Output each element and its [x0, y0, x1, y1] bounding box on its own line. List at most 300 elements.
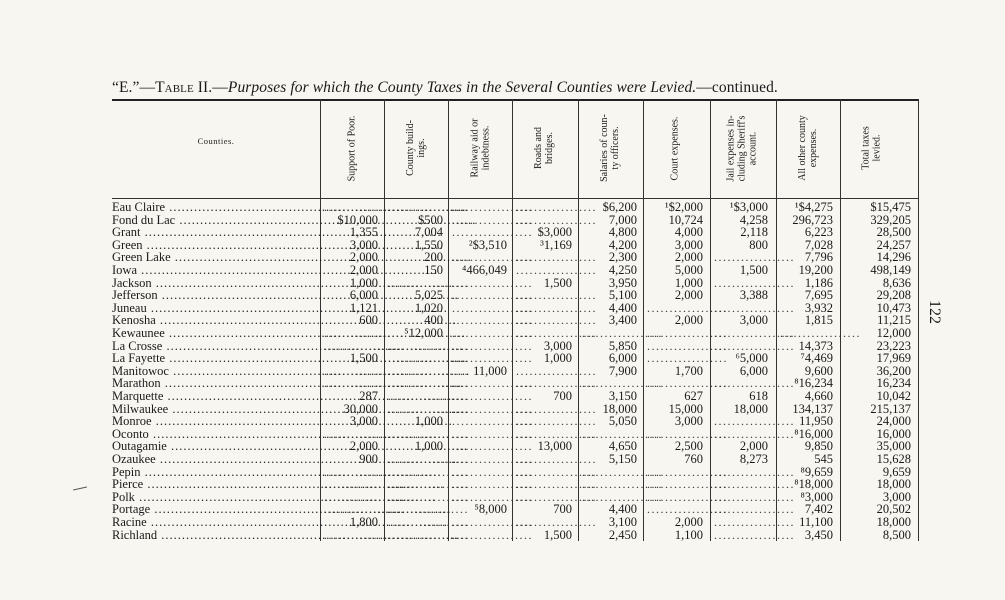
table-cell: 6,223 [804, 225, 833, 240]
empty-cell-leader: .................. [516, 414, 597, 429]
table-cell: 3,388 [739, 288, 768, 303]
table-cell: $15,475 [870, 200, 911, 214]
table-row [0, 289, 1005, 301]
table-row [0, 478, 1005, 490]
empty-cell-leader: .................. [324, 477, 405, 492]
table-row [0, 214, 1005, 226]
empty-cell-leader: .................. [452, 414, 533, 429]
county-name: Eau Claire ..... [112, 201, 316, 213]
table-cell: 498,149 [870, 263, 911, 277]
table-cell: 2,450 [608, 527, 637, 542]
empty-cell-leader: .................. [516, 515, 597, 529]
table-cell: 12,000 [876, 326, 911, 340]
table-row [0, 302, 1005, 314]
table-cell: 1,500 [739, 263, 768, 277]
empty-cell-leader: .................. [388, 338, 469, 353]
table-cell: 7,900 [608, 363, 637, 378]
table-cell: ¹$2,000 [664, 200, 703, 214]
empty-cell-leader: .................. [452, 376, 533, 391]
county-name: Oconto ..... [112, 428, 316, 440]
table-cell: $10,000 [337, 212, 378, 227]
table-cell: 1,000 [543, 351, 572, 366]
column-header-8 [778, 104, 838, 192]
empty-cell-leader: .................. [714, 376, 795, 391]
empty-cell-leader: .................. [516, 212, 597, 227]
table-cell: 134,137 [792, 401, 833, 416]
empty-cell-leader: .................. [388, 452, 469, 466]
table-cell: 7,004 [414, 225, 443, 240]
table-cell: ⁶5,000 [735, 351, 768, 366]
table-cell: 618 [749, 389, 768, 403]
empty-cell-leader: .................. [647, 351, 728, 366]
empty-cell-leader: .................. [324, 489, 405, 504]
table-cell: 1,355 [349, 225, 378, 240]
table-cell: ⁸3,000 [800, 489, 833, 504]
county-name: Fond du Lac ..... [112, 214, 316, 226]
county-name: Racine ..... [112, 516, 316, 528]
table-row [0, 415, 1005, 427]
table-cell: ⁸16,000 [794, 426, 833, 441]
table-cell: 3,000 [674, 414, 703, 429]
table-cell: 1,000 [414, 414, 443, 429]
table-cell: 4,000 [674, 225, 703, 240]
table-row [0, 377, 1005, 389]
table-cell: 1,550 [414, 237, 443, 252]
table-cell: 14,296 [876, 250, 911, 265]
table-cell: 1,000 [349, 275, 378, 290]
table-cell: 3,150 [608, 389, 637, 403]
table-cell: 7,796 [804, 250, 833, 265]
table-cell: ²$3,510 [468, 237, 507, 252]
table-row [0, 466, 1005, 478]
table-cell: 35,000 [876, 439, 911, 454]
table-cell: 1,800 [349, 515, 378, 529]
table-row [0, 428, 1005, 440]
empty-cell-leader: .................. [516, 477, 597, 492]
table-row [0, 226, 1005, 238]
table-cell: 20,502 [876, 502, 911, 517]
column-header-4 [514, 104, 574, 192]
empty-cell-leader: .................. [714, 489, 795, 504]
county-name: Kewaunee ..... [112, 327, 316, 339]
empty-cell-leader: .................. [388, 426, 469, 441]
empty-cell-leader: .................. [516, 489, 597, 504]
empty-cell-leader: .................. [324, 502, 405, 517]
table-cell: 800 [749, 237, 768, 252]
empty-cell-leader: .................. [452, 464, 533, 479]
empty-cell-leader: .................. [452, 401, 533, 416]
table-cell: 2,300 [608, 250, 637, 265]
table-cell: 4,200 [608, 237, 637, 252]
table-cell: 24,257 [876, 237, 911, 252]
empty-cell-leader: .................. [452, 275, 533, 290]
empty-cell-leader: .................. [516, 250, 597, 265]
county-name: Portage ..... [112, 503, 316, 515]
table-cell: 3,000 [674, 237, 703, 252]
table-cell: ¹$3,000 [729, 200, 768, 214]
table-cell: 11,100 [799, 515, 833, 529]
table-cell: ⁸9,659 [800, 464, 833, 479]
empty-cell-leader: .................. [388, 489, 469, 504]
table-cell: ⁸16,234 [794, 376, 833, 391]
table-cell: 760 [684, 452, 703, 466]
table-cell: 1,186 [804, 275, 833, 290]
county-name: Richland ..... [112, 529, 316, 541]
table-row [0, 340, 1005, 352]
empty-cell-leader: .................. [452, 452, 533, 466]
empty-cell-leader: .................. [452, 426, 533, 441]
empty-cell-leader: .................. [452, 351, 533, 366]
empty-cell-leader: .................. [516, 200, 597, 214]
table-row [0, 352, 1005, 364]
empty-cell-leader: .................. [647, 376, 728, 391]
empty-cell-leader: .................. [647, 489, 728, 504]
empty-cell-leader: .................. [452, 515, 533, 529]
table-row [0, 327, 1005, 339]
table-cell: 13,000 [537, 439, 572, 454]
empty-cell-leader: .................. [388, 527, 469, 542]
table-cell: 3,000 [739, 313, 768, 328]
table-cell: 2,118 [740, 225, 768, 240]
table-cell: 627 [684, 389, 703, 403]
table-cell: 18,000 [733, 401, 768, 416]
empty-cell-leader: .................. [714, 275, 795, 290]
empty-cell-leader: .................. [582, 426, 663, 441]
table-cell: $6,200 [602, 200, 637, 214]
empty-cell-leader: .................. [452, 212, 533, 227]
table-cell: 1,121 [349, 300, 378, 315]
table-cell: 7,695 [804, 288, 833, 303]
empty-cell-leader: .................. [516, 313, 597, 328]
county-name: Milwaukee ..... [112, 403, 316, 415]
empty-cell-leader: .................. [452, 489, 533, 504]
empty-cell-leader: .................. [452, 288, 533, 303]
table-cell: 1,020 [414, 300, 443, 315]
column-header-label: Total taxes levied. [860, 126, 883, 170]
table-cell: 15,000 [668, 401, 703, 416]
table-cell: 18,000 [876, 515, 911, 529]
table-cell: 2,000 [739, 439, 768, 454]
table-cell: 3,000 [349, 414, 378, 429]
empty-cell-leader: .................. [516, 363, 597, 378]
table-cell: 8,636 [882, 275, 911, 290]
table-cell: 6,000 [349, 288, 378, 303]
table-cell: ¹$4,275 [794, 200, 833, 214]
empty-cell-leader: .................. [647, 426, 728, 441]
table-row [0, 365, 1005, 377]
empty-cell-leader: .................. [324, 326, 405, 340]
empty-cell-leader: .................. [452, 313, 533, 328]
empty-cell-leader: .................. [388, 477, 469, 492]
table-cell: 29,208 [876, 288, 911, 303]
table-row [0, 453, 1005, 465]
table-cell: 215,137 [870, 401, 911, 416]
table-cell: 2,000 [674, 250, 703, 265]
table-cell: 3,000 [349, 237, 378, 252]
table-cell: 18,000 [876, 477, 911, 492]
column-header-label: County build- ings. [405, 120, 427, 176]
empty-cell-leader: .................. [516, 376, 597, 391]
empty-cell-leader: .................. [582, 326, 663, 340]
table-cell: 1,000 [674, 275, 703, 290]
table-cell: 7,402 [804, 502, 833, 517]
county-name: Kenosha ..... [112, 314, 316, 326]
table-cell: 10,724 [668, 212, 703, 227]
column-header-9 [842, 104, 902, 192]
empty-cell-leader: .................. [714, 477, 795, 492]
empty-cell-leader: .................. [582, 464, 663, 479]
empty-cell-leader: .................. [388, 464, 469, 479]
table-cell: 2,000 [349, 250, 378, 265]
empty-cell-leader: .................. [714, 414, 795, 429]
table-cell: 10,473 [876, 300, 911, 315]
table-row [0, 503, 1005, 515]
table-cell: 287 [359, 389, 378, 403]
table-cell: 2,000 [674, 313, 703, 328]
table-cell: 5,150 [608, 452, 637, 466]
table-cell: 4,400 [608, 502, 637, 517]
table-cell: 5,025 [414, 288, 443, 303]
empty-cell-leader: .................. [388, 401, 469, 416]
table-cell: 900 [359, 452, 378, 466]
table-row [0, 201, 1005, 213]
table-cell: 700 [553, 502, 572, 517]
table-cell: 1,500 [349, 351, 378, 366]
counties-header: Counties. [197, 136, 235, 146]
table-cell: 5,100 [608, 288, 637, 303]
table-cell: ³1,169 [540, 237, 572, 252]
table-cell: 3,932 [804, 300, 833, 315]
empty-cell-leader: .................. [388, 515, 469, 529]
column-header-7 [712, 104, 772, 192]
county-name: Jefferson ..... [112, 289, 316, 301]
table-cell: 3,400 [608, 313, 637, 328]
empty-cell-leader: .................. [647, 326, 728, 340]
table-cell: 16,234 [876, 376, 911, 391]
county-name: Jackson ..... [112, 277, 316, 289]
county-name: Pierce ..... [112, 478, 316, 490]
table-row [0, 529, 1005, 541]
column-header-1 [322, 104, 382, 192]
empty-cell-leader: .................. [714, 338, 795, 353]
table-cell: 3,950 [608, 275, 637, 290]
table-cell: 2,000 [349, 439, 378, 454]
empty-cell-leader: .................. [452, 326, 533, 340]
empty-cell-leader: .................. [388, 389, 469, 403]
empty-cell-leader: .................. [324, 426, 405, 441]
column-header-label: Jail expenses in- cluding Sheriff's account. [725, 114, 759, 182]
table-cell: 4,660 [804, 389, 833, 403]
column-header-label: Support of Poor. [346, 115, 358, 181]
empty-cell-leader: .................. [516, 426, 597, 441]
table-cell: 7,028 [804, 237, 833, 252]
empty-cell-leader: .................. [714, 464, 795, 479]
empty-cell-leader: .................. [324, 464, 405, 479]
empty-cell-leader: .................. [452, 300, 533, 315]
county-name: Manitowoc ..... [112, 365, 316, 377]
table-cell: 10,042 [876, 389, 911, 403]
empty-cell-leader: .................. [388, 363, 469, 378]
county-name: Juneau ..... [112, 302, 316, 314]
column-header-6 [645, 104, 705, 192]
table-cell: 600 [359, 313, 378, 328]
table-cell: ⁵12,000 [404, 326, 443, 340]
empty-cell-leader: .................. [714, 527, 795, 542]
table-row [0, 277, 1005, 289]
table-cell: 6,000 [739, 363, 768, 378]
table-row [0, 314, 1005, 326]
table-cell: 24,000 [876, 414, 911, 429]
empty-cell-leader: .................. [452, 477, 533, 492]
empty-cell-leader: .................. [452, 439, 533, 454]
empty-cell-leader: .................. [582, 376, 663, 391]
table-cell: 200 [424, 250, 443, 265]
table-row [0, 251, 1005, 263]
empty-cell-leader: .................. [516, 263, 597, 277]
table-cell: 7,000 [608, 212, 637, 227]
table-cell: 16,000 [876, 426, 911, 441]
empty-cell-leader: .................. [714, 326, 795, 340]
empty-cell-leader: .................. [647, 502, 728, 517]
table-cell: 5,000 [674, 263, 703, 277]
empty-cell-leader: .................. [714, 250, 795, 265]
table-cell: 6,000 [608, 351, 637, 366]
empty-cell-leader: .................. [324, 527, 405, 542]
empty-cell-leader: .................. [582, 489, 663, 504]
empty-cell-leader: .................. [388, 275, 469, 290]
table-row [0, 403, 1005, 415]
page-number: 122 [926, 300, 943, 324]
table-cell: 11,950 [799, 414, 833, 429]
table-cell: 1,815 [804, 313, 833, 328]
county-name: Iowa ..... [112, 264, 316, 276]
column-header-5 [580, 104, 640, 192]
table-cell: ⁴466,049 [462, 263, 507, 277]
table-cell: 2,500 [674, 439, 703, 454]
table-cell: 8,273 [739, 452, 768, 466]
empty-cell-leader: .................. [714, 515, 795, 529]
county-name: Marathon ..... [112, 377, 316, 389]
empty-cell-leader: .................. [452, 338, 533, 353]
table-cell: 9,850 [804, 439, 833, 454]
table-row [0, 440, 1005, 452]
column-header-label: Court expenses. [669, 116, 681, 180]
column-header-label: Salaries of coun- ty officers. [599, 114, 622, 182]
empty-cell-leader: .................. [324, 338, 405, 353]
county-name: Monroe ..... [112, 415, 316, 427]
empty-cell-leader: .................. [647, 477, 728, 492]
county-name: Polk ..... [112, 491, 316, 503]
table-row [0, 491, 1005, 503]
empty-cell-leader: .................. [780, 326, 861, 340]
table-cell: 1,500 [543, 527, 572, 542]
empty-cell-leader: .................. [324, 376, 405, 391]
table-cell: 30,000 [343, 401, 378, 416]
table-cell: 296,723 [792, 212, 833, 227]
empty-cell-leader: .................. [516, 464, 597, 479]
table-title: “E.”—Table II.—Purposes for which the County Taxes in the Several Counties were Levied.—continued. [112, 79, 778, 96]
table-cell: 2,000 [674, 515, 703, 529]
table-cell: 4,250 [608, 263, 637, 277]
empty-cell-leader: .................. [388, 376, 469, 391]
table-row [0, 390, 1005, 402]
table-cell: 4,258 [739, 212, 768, 227]
county-name: La Crosse ..... [112, 340, 316, 352]
table-row [0, 239, 1005, 251]
table-cell: 1,000 [414, 439, 443, 454]
county-name: Outagamie ..... [112, 440, 316, 452]
county-name: Pepin ..... [112, 466, 316, 478]
table-cell: 1,700 [674, 363, 703, 378]
county-name: Marquette ..... [112, 390, 316, 402]
empty-cell-leader: .................. [516, 288, 597, 303]
header-rule [112, 198, 918, 199]
table-cell: 14,373 [798, 338, 833, 353]
empty-cell-leader: .................. [452, 200, 533, 214]
table-cell: 5,050 [608, 414, 637, 429]
table-cell: 4,650 [608, 439, 637, 454]
table-cell: 3,000 [882, 489, 911, 504]
table-cell: 150 [424, 263, 443, 277]
table-cell: 3,450 [804, 527, 833, 542]
empty-cell-leader: .................. [388, 200, 469, 214]
empty-cell-leader: .................. [516, 300, 597, 315]
table-cell: 400 [424, 313, 443, 328]
table-cell: 545 [814, 452, 833, 466]
empty-cell-leader: .................. [452, 527, 533, 542]
table-cell: $3,000 [537, 225, 572, 240]
empty-cell-leader: .................. [714, 426, 795, 441]
empty-cell-leader: .................. [324, 363, 405, 378]
county-name: Green Lake ..... [112, 251, 316, 263]
column-header-label: Railway aid or indebtness. [469, 118, 491, 178]
empty-cell-leader: .................. [714, 300, 795, 315]
table-cell: 9,659 [882, 464, 911, 479]
table-cell: ⁵8,000 [474, 502, 507, 517]
empty-cell-leader: .................. [582, 477, 663, 492]
column-header-label: Roads and bridges. [532, 127, 555, 169]
table-cell: ⁷4,469 [800, 351, 833, 366]
empty-cell-leader: .................. [647, 464, 728, 479]
table-cell: 2,000 [349, 263, 378, 277]
empty-cell-leader: .................. [388, 502, 469, 517]
table-cell: 28,500 [876, 225, 911, 240]
county-name: Grant ..... [112, 226, 316, 238]
empty-cell-leader: .................. [388, 351, 469, 366]
empty-cell-leader: .................. [324, 200, 405, 214]
top-rule [112, 99, 918, 101]
table-cell: 4,400 [608, 300, 637, 315]
empty-cell-leader: .................. [647, 300, 728, 315]
table-row [0, 264, 1005, 276]
table-cell: 11,000 [473, 363, 507, 378]
table-cell: 700 [553, 389, 572, 403]
table-cell: 3,000 [543, 338, 572, 353]
table-cell: 19,200 [798, 263, 833, 277]
column-header-2 [386, 104, 446, 192]
table-cell: 9,600 [804, 363, 833, 378]
table-cell: ⁸18,000 [794, 477, 833, 492]
county-name: Green ..... [112, 239, 316, 251]
empty-cell-leader: .................. [452, 389, 533, 403]
empty-cell-leader: .................. [516, 401, 597, 416]
empty-cell-leader: .................. [452, 250, 533, 265]
table-cell: 5,850 [608, 338, 637, 353]
table-cell: 15,628 [876, 452, 911, 466]
empty-cell-leader: .................. [516, 326, 597, 340]
county-name: Ozaukee ..... [112, 453, 316, 465]
table-cell: 18,000 [602, 401, 637, 416]
